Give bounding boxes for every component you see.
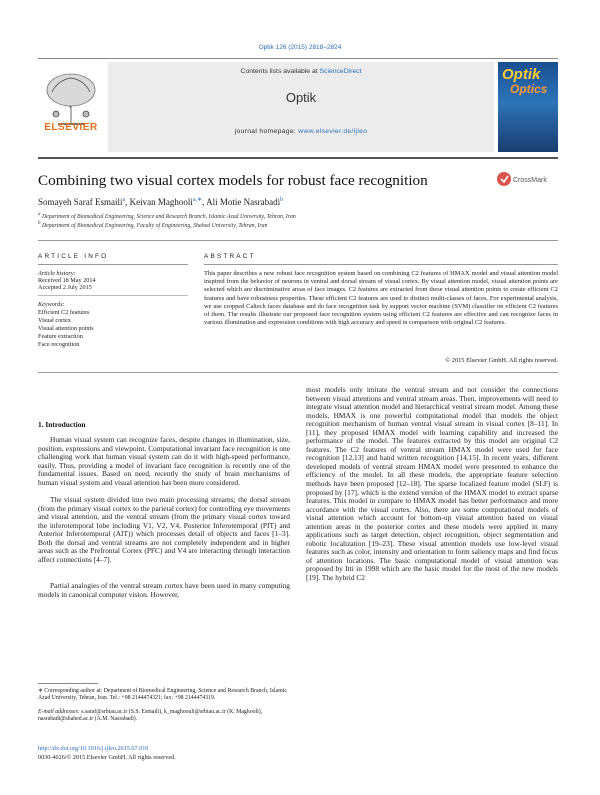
abstract-text: This paper describes a new robust face recognition system based on combining C2 features of HMAX model and visual attention model inspired from the behavior of neurons in ventral and dorsal stream of visual cortex. By visual attention model, visual attention points are selected which are discriminative areas of face images. C2 features are extracted from these visual attention points to create efficient C2 features and have robustness properties. These efficient C2 features are used to distinct multi-classes of faces. For experimental analysis, we use cropped Caltech faces database and do face recognition task by support vector machine (SVM) classifier on efficient C2 features of them. The results illustrate our proposed face recognition system using efficient C2 features are effective and can recognize faces in various illumination and expression conditions with high accuracy and speed in comparison with original C2 features.: [204, 270, 558, 327]
author-name: Ali Motie Nasrabadi: [206, 197, 281, 207]
affiliation: [38, 221, 267, 229]
received-date: Received 18 May 2014: [38, 277, 96, 284]
doi-link[interactable]: http://dx.doi.org/10.1016/j.ijleo.2015.07.010: [38, 745, 149, 752]
issn-line: 0030-4026/© 2015 Elsevier GmbH. All rights reserved.: [38, 754, 176, 761]
journal-name: Optik: [285, 90, 317, 105]
paper-title: Combining two visual cortex models for robust face recognition: [38, 172, 428, 189]
body-paragraph: Human visual system can recognize faces, despite changes in illumination, size, position, expressions and viewpoint. Computational invariant face recognition is one challenging work that human visual system can do it with high-speed performance, easily. Thus, providing a model of invariant face recognition is recently one of the fundamental issues. Based on need, recently the study of brain mechanisms of human visual system and visual attention has been more considered.: [38, 435, 290, 487]
divider: [38, 295, 188, 296]
body-paragraph: The visual system divided into two main processing streams; the dorsal stream (from the primary visual cortex to the parietal cortex) for controlling eye movements and visual attention, and the ventral stream (from the primary visual cortex toward the inferotemporal lobe including V1, V2, V4, Posterior Inferotemporal (PIT) and Anterior Inferotemporal (AIT)) which processes detail of objects and faces [1–3]. Both the dorsal and ventral streams are not completely independent and in higher areas such as the Prefrontal Cortex (PFC) and V4 are interacting through interaction affect connections [4–7].: [38, 495, 290, 564]
cover-title: Optik: [502, 66, 541, 83]
running-head[interactable]: Optik 126 (2015) 2818–2824: [258, 44, 342, 51]
elsevier-logo-text: ELSEVIER: [44, 122, 98, 133]
email-addresses[interactable]: s.saraf@srbiau.ac.ir (S.S. Esmaili), k_maghoouli@srbiau.ac.ir (K. Maghooli), nasrabadi@shahed.ac.ir (A.M. Nasrabadi).: [38, 709, 263, 722]
keyword: Face recognition: [38, 341, 80, 348]
footnote-corresponding: ∗ Corresponding author at: Department of Biomedical Engineering, Science and Research Branch, Islamic Azad University, Tehran, Iran. Tel.: +98 2144474321; fax: +98 2144474319.: [38, 688, 287, 701]
keyword: Visual attention points: [38, 325, 94, 332]
contents-line: [108, 68, 494, 75]
journal-homepage: [108, 128, 494, 135]
affiliation-text: Department of Biomedical Engineering, Science and Research Branch, Islamic Azad University, Tehran, Iran: [41, 213, 296, 220]
author-name: Somayeh Saraf Esmaili: [38, 197, 123, 207]
divider: [38, 240, 558, 241]
keyword: Efficient C2 features: [38, 309, 90, 316]
abstract-heading: ABSTRACT: [204, 253, 256, 260]
body-paragraph: Partial analogies of the ventral stream cortex have been used in many computing models in canonical computer vision. However,: [38, 581, 290, 599]
author-name: Keivan Maghooli: [129, 197, 193, 207]
affiliation-text: Department of Biomedical Engineering, Faculty of Engineering, Shahed University, Tehran, Iran: [41, 222, 268, 229]
affiliation-mark: a: [38, 212, 41, 217]
journal-banner: [108, 62, 494, 152]
author-mark[interactable]: a: [122, 197, 126, 203]
article-info-heading: ARTICLE INFO: [38, 253, 109, 260]
history-label: Article history:: [38, 270, 76, 277]
author-mark[interactable]: a,∗: [192, 197, 203, 203]
affiliation-mark: b: [38, 221, 41, 226]
crossmark-icon[interactable]: [496, 170, 556, 188]
abstract-copyright: © 2015 Elsevier GmbH. All rights reserved.: [445, 357, 558, 364]
accepted-date: Accepted 2 July 2015: [38, 284, 92, 291]
section-heading: 1. Introduction: [38, 420, 86, 429]
author-list: Somayeh Saraf Esmaili$^a$, Keivan Maghooli$^{a,∗}$, Ali Motie Nasrabadi$^b$: [38, 197, 284, 207]
footnote-emails: [38, 709, 290, 723]
keyword: Visual cortex: [38, 317, 71, 324]
divider: [38, 372, 558, 373]
cover-subtitle: Optics: [510, 82, 548, 96]
footnote-divider: [38, 683, 98, 684]
email-label: E-mail addresses:: [38, 709, 82, 715]
contents-prefix: Contents lists available at: [240, 68, 320, 75]
keywords-label: Keywords:: [38, 301, 65, 308]
homepage-link[interactable]: www.elsevier.de/ijleo: [298, 128, 368, 135]
affiliation: [38, 212, 296, 220]
homepage-prefix: journal homepage:: [234, 128, 299, 135]
body-paragraph: most models only imitate the ventral stream and not consider the connections between visual attentions and ventral stream areas. Then, improvements will need to integrate visual attention model and hierarchical ventral stream model. Among these models, HMAX is one powerful computational model that models the object recognition mechanism of human ventral visual stream in visual cortex [8–11]. In [11], they proposed HMAX model with learning capability and increased the performance of the model. The features extracted by this model are original C2 features. The C2 features of ventral stream HMAX model were used for face recognition [12,13] and hand written recognition [14,15]. In recent years, different developed models of ventral stream HMAX model were presented to enhance the efficiency of the model. In all these models, the appropriate feature selection methods have been proposed [12–18]. The sparse localized feature model (SLF) is proposed by [17], which is the extend version of the HMAX model to extract sparse features. This model in compare to HMAX model has better performance and more accordance with the visual cortex. Also, there are some computational models of visual attention which account for bottom-up visual attention based on visual attention areas in the posterior cortex and these models were applied in many applications such as target detection, object recognition, object segmentation and robotic localization [19–23]. These visual attention models use low-level visual features such as color, intensity and orientation to form saliency maps and find focus of attention locations. The basic computational model of visual attention was proposed by Itti in 1998 which are the basic model for the most of the new models [19]. The hybrid C2: [306, 385, 558, 583]
author-mark[interactable]: b: [280, 197, 284, 203]
divider: [38, 264, 188, 265]
divider: [204, 264, 558, 265]
sciencedirect-link[interactable]: ScienceDirect: [319, 68, 362, 75]
keyword: Feature extraction: [38, 333, 83, 340]
crossmark-label: CrossMark: [513, 177, 547, 184]
